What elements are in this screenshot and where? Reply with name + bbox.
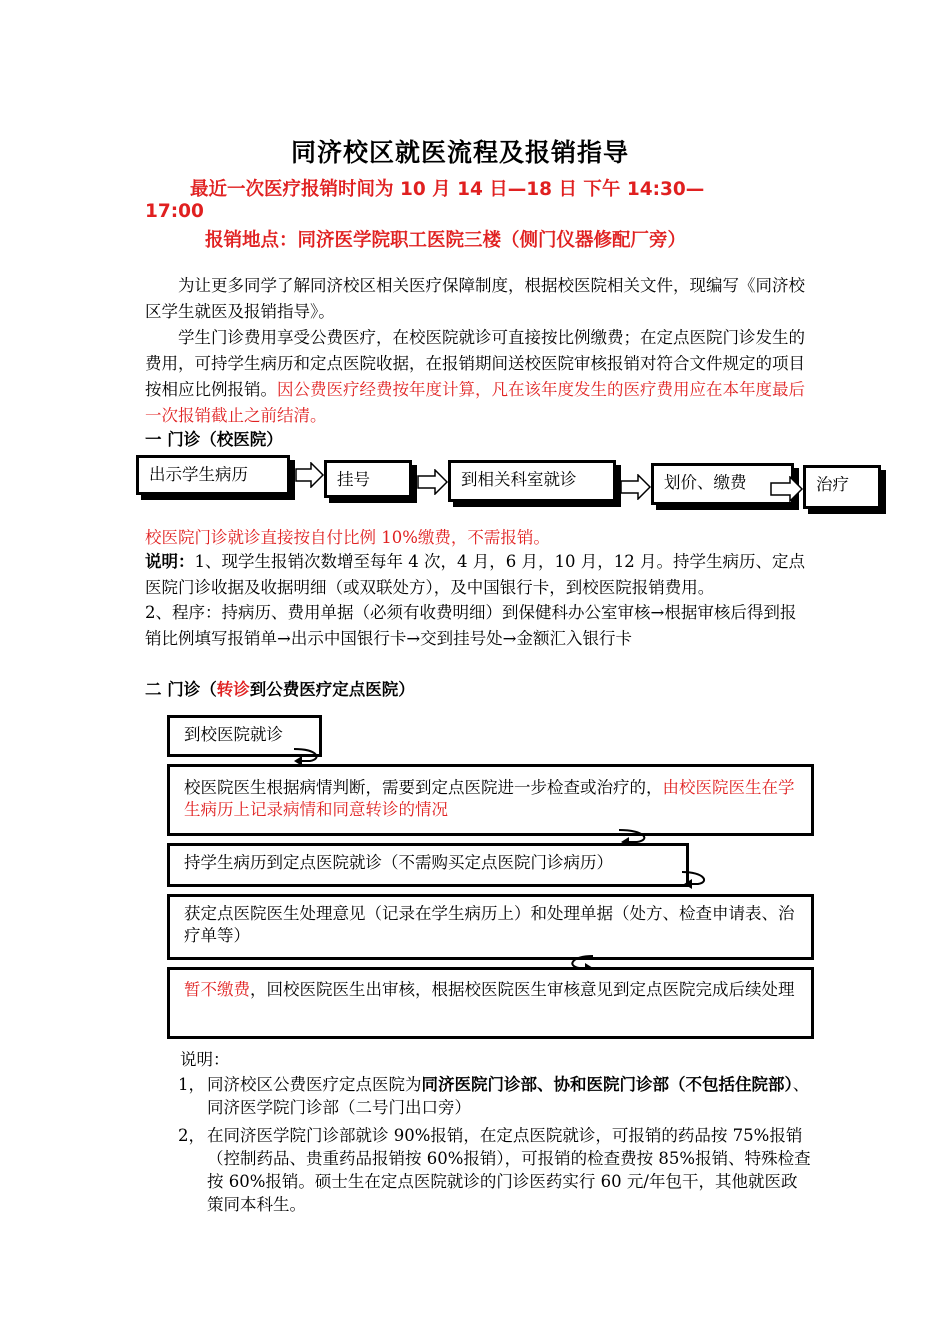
section-2-heading	[145, 676, 415, 700]
intro-paragraph-2-red-text: 因公费医疗经费按年度计算，凡在该年度发生的医疗费用应在本年度最后一次报销截止之前结清。	[145, 380, 805, 425]
explanation-text: 1、现学生报销次数增至每年 4 次，4 月，6 月，10 月，12 月。持学生病历、定点医院门诊收据及收据明细（或双联处方），及中国银行卡，到校医院报销费用。	[145, 552, 805, 597]
reimbursement-location: 报销地点：同济医学院职工医院三楼（侧门仪器修配厂旁）	[205, 230, 687, 251]
flow-step-label: 治疗	[816, 475, 849, 494]
document-title: 同济校区就医流程及报销指导	[290, 138, 629, 167]
list-item-text: 同济校区公费医疗定点医院为	[207, 1075, 422, 1094]
flow-step-treatment	[803, 465, 881, 509]
flow-arrow-right-icon	[417, 469, 449, 495]
referral-step-label: 到校医院就诊	[184, 725, 283, 744]
section-2-explanation-label: 说明：	[180, 1050, 230, 1069]
flow-step-label: 出示学生病历	[149, 465, 248, 484]
curved-arrow-icon	[680, 868, 716, 890]
intro-paragraph-1: 为让更多同学了解同济校区相关医疗保障制度，根据校医院相关文件，现编写《同济校区学生就医及报销指导》。	[145, 276, 805, 321]
referral-step-red-text: 由校医院医生在学生病历上记录病情和同意转诊的情况	[184, 778, 795, 819]
flow-arrow-right-icon	[620, 474, 652, 500]
referral-step-2	[167, 764, 814, 836]
flow-arrow-right-icon	[295, 462, 325, 488]
flow-arrow-right-icon	[770, 476, 804, 502]
referral-step-label: 获定点医院医生处理意见（记录在学生病历上）和处理单据（处方、检查申请表、治疗单等）	[184, 904, 795, 945]
referral-step-label: 持学生病历到定点医院就诊（不需购买定点医院门诊病历）	[184, 853, 613, 872]
list-item-1-text	[207, 1073, 812, 1119]
intro-paragraph-2	[145, 325, 810, 429]
list-item-2-number: 2，	[178, 1126, 205, 1145]
list-item-1-number: 1，	[178, 1075, 205, 1094]
self-pay-note: 校医院门诊就诊直接按自付比例 10%缴费，不需报销。	[145, 528, 550, 547]
reimbursement-time-line1: 最近一次医疗报销时间为 10 月 14 日—18 日 下午 14:30—	[190, 179, 705, 200]
flow-step-visit-department	[448, 460, 616, 502]
heading-part: 二 门诊（	[145, 680, 217, 699]
referral-step-5	[167, 967, 814, 1039]
flow-step-register	[324, 460, 412, 498]
explanation-label: 说明：	[145, 552, 195, 571]
flow-step-label: 划价、缴费	[664, 473, 747, 492]
intro-paragraph-2-text: 学生门诊费用享受公费医疗，在校医院就诊可直接按比例缴费；在定点医院门诊发生的费用，可持学生病历和定点医院收据，在报销期间送校医院审核报销对符合文件规定的项目按相应比例报销。	[145, 328, 805, 399]
referral-step-text: 校医院医生根据病情判断，需要到定点医院进一步检查或治疗的，	[184, 778, 663, 797]
heading-part: 到公费医疗定点医院）	[249, 680, 415, 699]
flow-step-label: 挂号	[337, 470, 370, 489]
list-item-2-text: 在同济医学院门诊部就诊 90%报销，在定点医院就诊，可报销的药品按 75%报销（控制药品、贵重药品报销按 60%报销），可报销的检查费按 85%报销、特殊检查按 60%报销。硕士生在定点医院就诊的门诊医药实行 60 元/年包干，其他就医政策同本科生。	[207, 1126, 811, 1214]
section-1-heading: 一 门诊（校医院）	[145, 430, 283, 449]
heading-red-part: 转诊	[216, 680, 250, 699]
referral-step-text: ，回校医院医生出审核，根据校医院医生审核意见到定点医院完成后续处理	[250, 980, 795, 999]
flow-step-label: 到相关科室就诊	[461, 470, 577, 489]
list-item-text: 、同济医学院门诊部（二号门出口旁）	[207, 1075, 810, 1117]
section-1-procedure: 2、程序：持病历、费用单据（必须有收费明细）到保健科办公室审核→根据审核后得到报销比例填写报销单→出示中国银行卡→交到挂号处→金额汇入银行卡	[145, 603, 797, 648]
referral-step-3	[167, 843, 689, 887]
flow-step-show-record	[136, 455, 290, 495]
reimbursement-time-line2: 17:00	[145, 201, 204, 222]
referral-step-4	[167, 894, 814, 960]
referral-step-red-text: 暂不缴费	[184, 980, 250, 999]
section-1-explanation	[145, 549, 810, 601]
list-item-bold-text: 同济医院门诊部、协和医院门诊部（不包括住院部）	[421, 1075, 793, 1094]
